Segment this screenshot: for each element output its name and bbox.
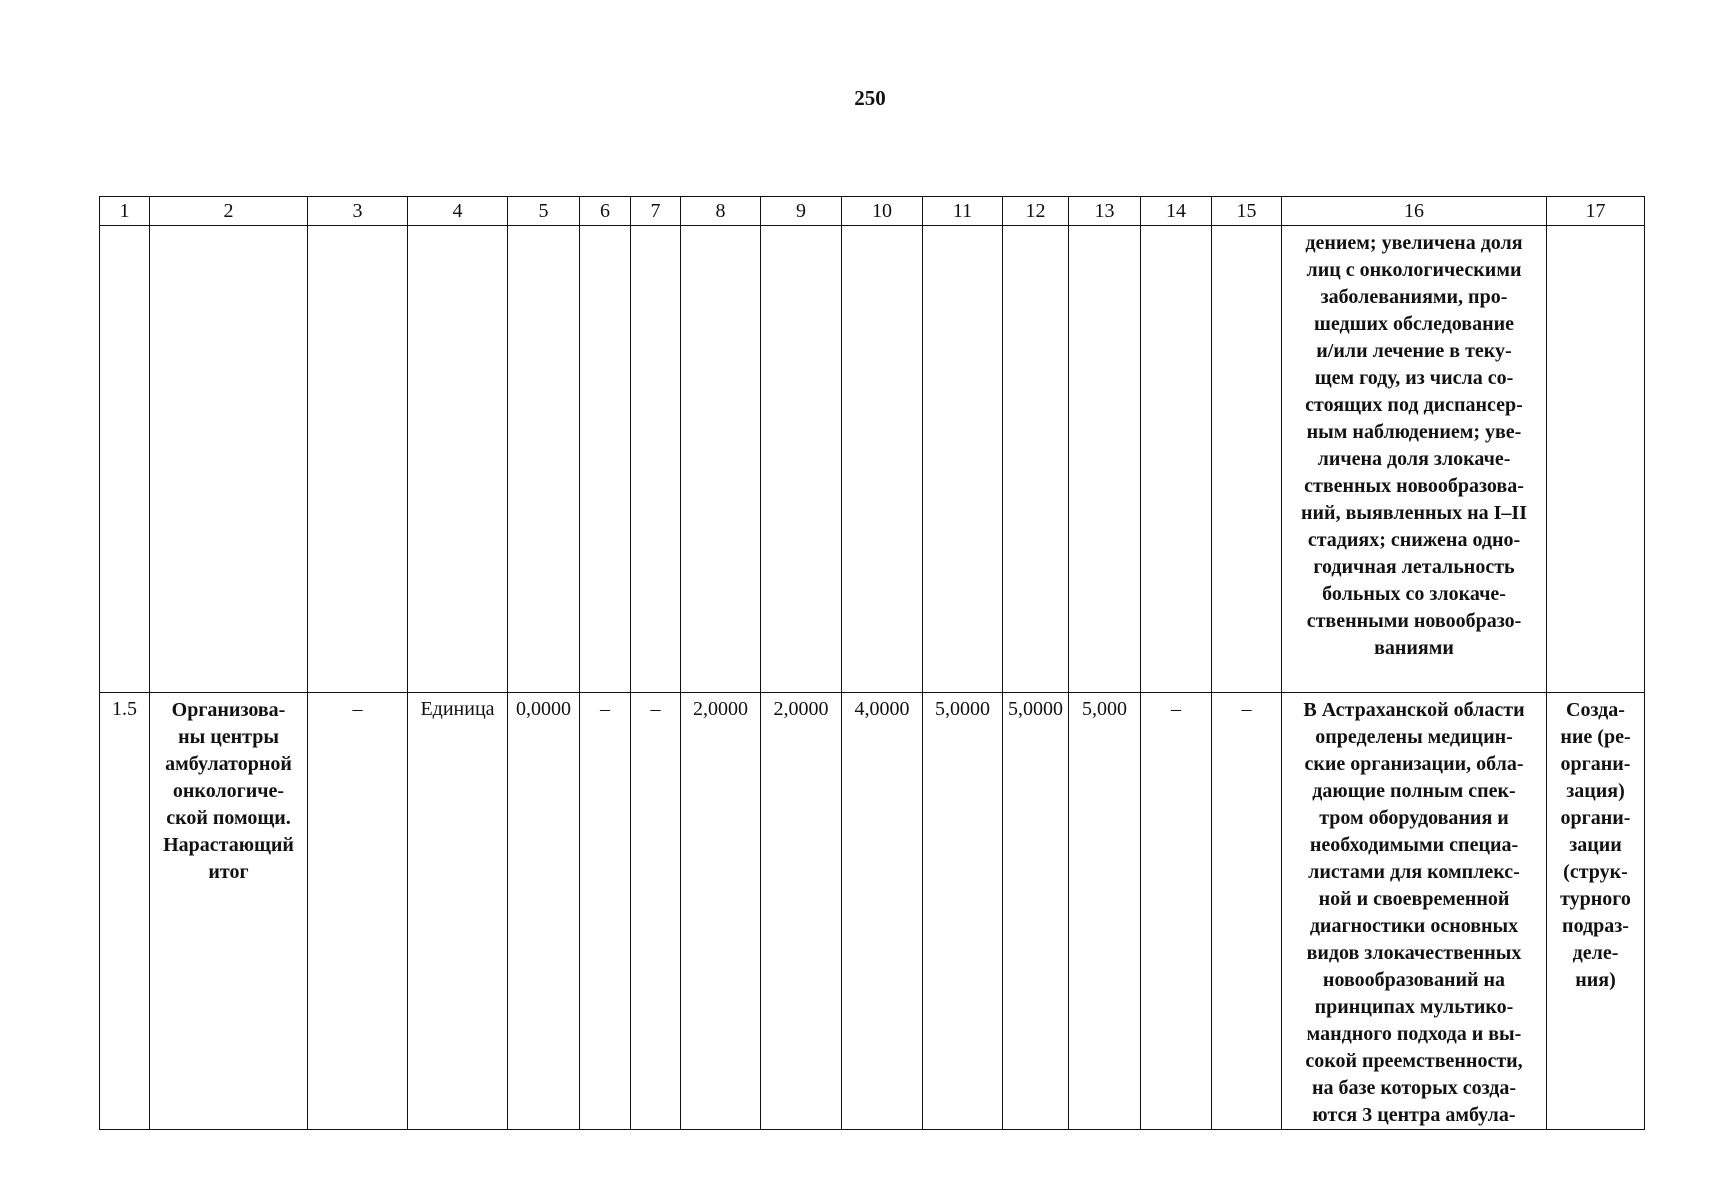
cell-empty [842,226,923,693]
cell-empty [923,226,1003,693]
cell-indicator-name: Организова- ны центры амбулаторной онкологиче- ской помощи. Нарастающий итог [150,693,308,1130]
col-header-5: 5 [508,197,580,226]
cell-result-description-continued: дением; увеличена доля лиц с онкологическими заболеваниями, про- шедших обследование и/или лечение в теку- щем году, из числа со- стоящих под диспансер- ным наблюдением; уве- личена доля злокаче- ственных новообразова- ний, выявленных на I–II стадиях; снижена одно- годичная летальность больных со злокаче- ственными новообразо- ваниями [1282,226,1547,693]
cell-empty [150,226,308,693]
cell-col10: 4,0000 [842,693,923,1130]
cell-empty [1547,226,1645,693]
col-header-7: 7 [631,197,681,226]
cell-empty [508,226,580,693]
cell-base-value: 0,0000 [508,693,580,1130]
page-number: 250 [854,86,886,110]
cell-col11: 5,0000 [923,693,1003,1130]
cell-col8: 2,0000 [681,693,761,1130]
cell-unit: Единица [408,693,508,1130]
cell-row-number: 1.5 [100,693,150,1130]
col-header-1: 1 [100,197,150,226]
document-table [99,196,1645,1130]
cell-col15: – [1212,693,1282,1130]
cell-empty [1212,226,1282,693]
col-header-6: 6 [580,197,631,226]
cell-col12: 5,0000 [1003,693,1069,1130]
cell-col9: 2,0000 [761,693,842,1130]
cell-col7: – [631,693,681,1130]
cell-empty [308,226,408,693]
col-header-2: 2 [150,197,308,226]
col-header-8: 8 [681,197,761,226]
cell-col14: – [1141,693,1212,1130]
col-header-15: 15 [1212,197,1282,226]
cell-empty [1003,226,1069,693]
col-header-13: 13 [1069,197,1141,226]
cell-empty [408,226,508,693]
col-header-12: 12 [1003,197,1069,226]
cell-empty [580,226,631,693]
table-row-1-5 [100,693,1645,1130]
cell-characteristic: Созда- ние (ре- органи- зация) органи- зации (струк- турного подраз- деле- ния) [1547,693,1645,1130]
cell-col6: – [580,693,631,1130]
col-header-4: 4 [408,197,508,226]
col-header-10: 10 [842,197,923,226]
header-row [100,197,1645,226]
cell-result-description: В Астраханской области определены медицин- ские организации, обла- дающие полным спек- тром оборудования и необходимыми специа- листами для комплекс- ной и своевременной диагностики основных видов злокачественных новообразований на принципах мультико- мандного подхода и вы- сокой преемственности, на базе которых созда- ются 3 центра амбула- [1282,693,1547,1130]
col-header-11: 11 [923,197,1003,226]
col-header-17: 17 [1547,197,1645,226]
table-row-continued [100,226,1645,693]
cell-col3: – [308,693,408,1130]
cell-col13: 5,000 [1069,693,1141,1130]
cell-empty [1069,226,1141,693]
cell-empty [681,226,761,693]
col-header-9: 9 [761,197,842,226]
cell-empty [631,226,681,693]
cell-empty [1141,226,1212,693]
col-header-3: 3 [308,197,408,226]
col-header-14: 14 [1141,197,1212,226]
col-header-16: 16 [1282,197,1547,226]
cell-empty [100,226,150,693]
cell-empty [761,226,842,693]
